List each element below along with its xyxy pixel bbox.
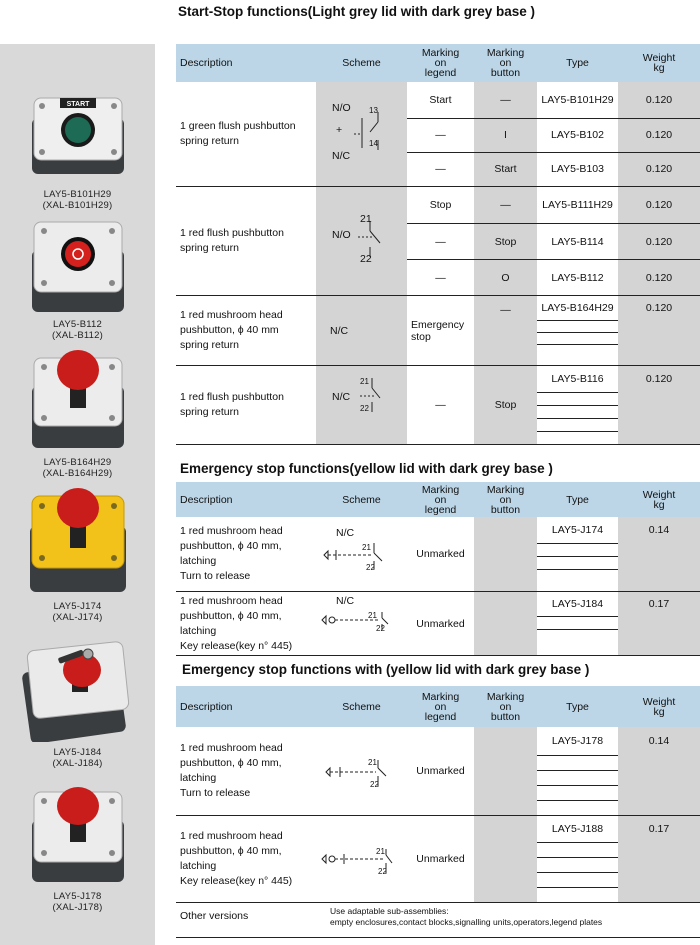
product-code: LAY5-J184 bbox=[53, 747, 102, 758]
product-b112 bbox=[0, 216, 155, 341]
type-cell: LAY5-J174 bbox=[537, 517, 618, 592]
header-description: Description bbox=[176, 44, 316, 82]
legend-cell: — bbox=[407, 260, 474, 296]
header-type: Type bbox=[537, 44, 618, 82]
type-cell: LAY5-B102 bbox=[537, 118, 618, 152]
row-description: 1 red flush pushbutton spring return bbox=[176, 366, 316, 445]
section-2-title: Emergency stop functions(yellow lid with dark grey base ) bbox=[180, 461, 553, 476]
header-type: Type bbox=[537, 482, 618, 517]
section-1-title: Start-Stop functions(Light grey lid with dark grey base ) bbox=[178, 4, 536, 19]
legend-cell: Start bbox=[407, 82, 474, 118]
header-marking-legend: Marking on legend bbox=[407, 686, 474, 727]
legend-cell: Unmarked bbox=[407, 592, 474, 656]
header-description: Description bbox=[176, 482, 316, 517]
type-cell: LAY5-B114 bbox=[537, 224, 618, 260]
red-flush-pushbutton-box-image bbox=[0, 216, 155, 314]
product-code: LAY5-B164H29 bbox=[43, 457, 112, 468]
scheme-nc-label: N/C bbox=[316, 296, 407, 366]
table-row bbox=[176, 187, 700, 224]
product-b101h29 bbox=[0, 88, 155, 211]
emergency-stop-key-table bbox=[176, 686, 700, 903]
header-marking-button: Marking on button bbox=[474, 44, 537, 82]
button-cell: I bbox=[474, 118, 537, 152]
weight-cell: 0.14 bbox=[618, 727, 700, 816]
header-marking-button: Marking on button bbox=[474, 482, 537, 517]
other-versions-note: Use adaptable sub-assemblies: empty enclosures,contact blocks,signalling units,operators,legend plates bbox=[330, 906, 603, 927]
type-cell: LAY5-B116 bbox=[537, 366, 618, 445]
table-row bbox=[176, 366, 700, 445]
button-cell: Stop bbox=[474, 366, 537, 445]
button-cell: — bbox=[474, 296, 537, 366]
table-row bbox=[176, 296, 700, 366]
scheme-no-nc-diagram: N/O + N/C 13 14 bbox=[316, 82, 407, 187]
weight-cell: 0.120 bbox=[618, 152, 700, 186]
header-marking-button: Marking on button bbox=[474, 686, 537, 727]
button-cell: Stop bbox=[474, 224, 537, 260]
section-3-title: Emergency stop functions with (yellow lid with dark grey base ) bbox=[182, 662, 590, 677]
scheme-key-release-diagram: 21 22 bbox=[316, 816, 407, 903]
row-description: 1 red mushroom head pushbutton, ϕ 40 mm, latching Turn to release bbox=[176, 727, 316, 816]
product-alt-code: (XAL-J174) bbox=[52, 612, 103, 623]
header-type: Type bbox=[537, 686, 618, 727]
type-cell: LAY5-J188 bbox=[537, 816, 618, 903]
scheme-key-release-diagram: N/C 21 22 bbox=[316, 592, 407, 656]
header-scheme: Scheme bbox=[316, 44, 407, 82]
header-weight: Weight kg bbox=[618, 44, 700, 82]
legend-cell: Unmarked bbox=[407, 816, 474, 903]
type-cell: LAY5-B111H29 bbox=[537, 187, 618, 224]
button-cell bbox=[474, 727, 537, 816]
grey-mushroom-pushbutton-box-image bbox=[0, 782, 155, 886]
scheme-no-diagram: N/O 21 22 bbox=[316, 187, 407, 296]
product-j178 bbox=[0, 782, 155, 913]
weight-cell: 0.120 bbox=[618, 187, 700, 224]
weight-cell: 0.17 bbox=[618, 592, 700, 656]
header-marking-legend: Marking on legend bbox=[407, 44, 474, 82]
type-cell: LAY5-B112 bbox=[537, 260, 618, 296]
table-row bbox=[176, 517, 700, 592]
product-code: LAY5-J174 bbox=[53, 601, 102, 612]
type-cell: LAY5-B103 bbox=[537, 152, 618, 186]
product-j184 bbox=[0, 636, 155, 769]
legend-cell: Unmarked bbox=[407, 727, 474, 816]
table-row bbox=[176, 592, 700, 656]
table-header-row bbox=[176, 482, 700, 517]
table-header-row bbox=[176, 686, 700, 727]
scheme-latching-diagram: 21 22 bbox=[316, 727, 407, 816]
key-release-mushroom-box-image bbox=[0, 636, 155, 742]
other-versions-row bbox=[176, 896, 700, 934]
scheme-nc-diagram: N/C 21 22 bbox=[316, 366, 407, 445]
header-scheme: Scheme bbox=[316, 482, 407, 517]
header-description: Description bbox=[176, 686, 316, 727]
product-alt-code: (XAL-J178) bbox=[52, 902, 103, 913]
button-cell: Start bbox=[474, 152, 537, 186]
start-stop-table bbox=[176, 44, 700, 445]
product-j174 bbox=[0, 486, 155, 623]
product-alt-code: (XAL-B101H29) bbox=[42, 200, 113, 211]
bottom-rule bbox=[176, 937, 700, 938]
legend-cell: Emergency stop bbox=[407, 296, 474, 366]
legend-cell: — bbox=[407, 118, 474, 152]
red-mushroom-pushbutton-box-image bbox=[0, 346, 155, 452]
green-pushbutton-box-image bbox=[0, 88, 155, 184]
button-cell: — bbox=[474, 187, 537, 224]
button-cell bbox=[474, 816, 537, 903]
header-marking-legend: Marking on legend bbox=[407, 482, 474, 517]
weight-cell: 0.120 bbox=[618, 82, 700, 118]
button-cell bbox=[474, 517, 537, 592]
button-cell: — bbox=[474, 82, 537, 118]
yellow-mushroom-pushbutton-box-image bbox=[0, 486, 155, 596]
header-scheme: Scheme bbox=[316, 686, 407, 727]
product-code: LAY5-J178 bbox=[53, 891, 102, 902]
table-row bbox=[176, 727, 700, 816]
weight-cell: 0.120 bbox=[618, 224, 700, 260]
weight-cell: 0.17 bbox=[618, 816, 700, 903]
legend-cell: — bbox=[407, 224, 474, 260]
product-b164h29 bbox=[0, 346, 155, 479]
row-description: 1 red mushroom head pushbutton, ϕ 40 mm, latching Key release(key n° 445) bbox=[176, 816, 316, 903]
table-header-row bbox=[176, 44, 700, 82]
weight-cell: 0.120 bbox=[618, 118, 700, 152]
emergency-stop-table bbox=[176, 482, 700, 656]
legend-cell: — bbox=[407, 366, 474, 445]
other-versions-label: Other versions bbox=[180, 910, 249, 922]
legend-cell: Stop bbox=[407, 187, 474, 224]
legend-cell: Unmarked bbox=[407, 517, 474, 592]
product-alt-code: (XAL-B112) bbox=[52, 330, 103, 341]
button-cell: O bbox=[474, 260, 537, 296]
weight-cell: 0.120 bbox=[618, 366, 700, 445]
row-description: 1 red mushroom head pushbutton, ϕ 40 mm, latching Turn to release bbox=[176, 517, 316, 592]
weight-cell: 0.120 bbox=[618, 296, 700, 366]
table-row bbox=[176, 82, 700, 118]
button-cell bbox=[474, 592, 537, 656]
type-cell: LAY5-B164H29 bbox=[537, 296, 618, 366]
product-code: LAY5-B101H29 bbox=[43, 189, 112, 200]
row-description: 1 green flush pushbutton spring return bbox=[176, 82, 316, 187]
weight-cell: 0.14 bbox=[618, 517, 700, 592]
product-alt-code: (XAL-B164H29) bbox=[42, 468, 113, 479]
table-row bbox=[176, 816, 700, 903]
scheme-latching-diagram: N/C 21 22 bbox=[316, 517, 407, 592]
row-description: 1 red mushroom head pushbutton, ϕ 40 mm spring return bbox=[176, 296, 316, 366]
product-code: LAY5-B112 bbox=[53, 319, 102, 330]
type-cell: LAY5-J178 bbox=[537, 727, 618, 816]
row-description: 1 red mushroom head pushbutton, ϕ 40 mm, latching Key release(key n° 445) bbox=[176, 592, 316, 656]
start-legend-text: START bbox=[66, 101, 90, 108]
header-weight: Weight kg bbox=[618, 482, 700, 517]
row-description: 1 red flush pushbutton spring return bbox=[176, 187, 316, 296]
type-cell: LAY5-J184 bbox=[537, 592, 618, 656]
header-weight: Weight kg bbox=[618, 686, 700, 727]
legend-cell: — bbox=[407, 152, 474, 186]
weight-cell: 0.120 bbox=[618, 260, 700, 296]
product-alt-code: (XAL-J184) bbox=[52, 758, 103, 769]
type-cell: LAY5-B101H29 bbox=[537, 82, 618, 118]
